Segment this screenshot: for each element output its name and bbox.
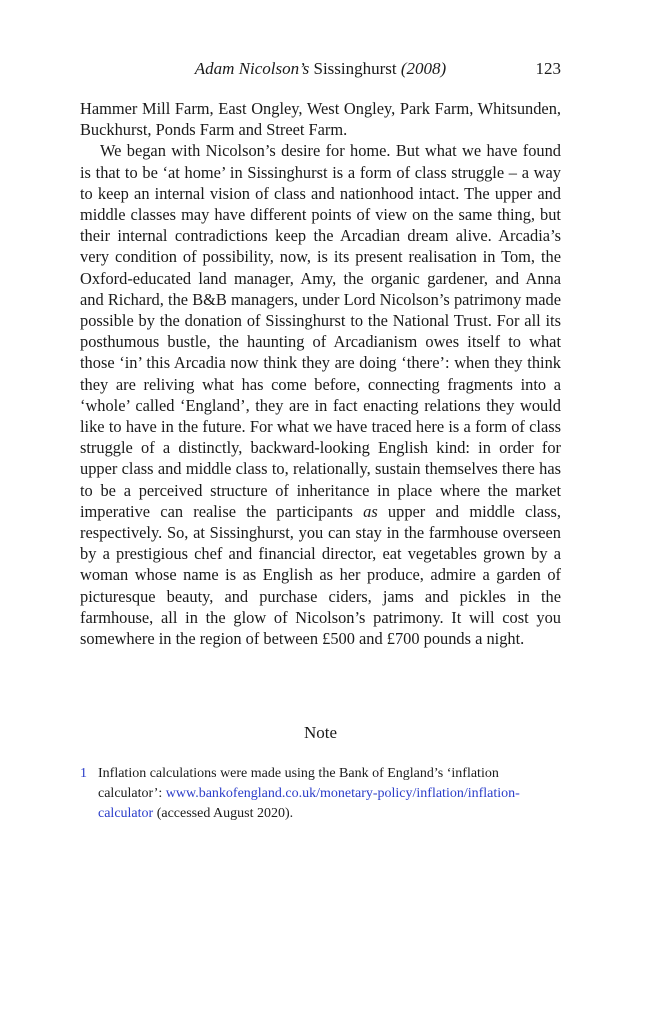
paragraph-1: Hammer Mill Farm, East Ongley, West Ongley, Park Farm, Whitsunden, Buckhurst, Ponds Farm and Street Farm. — [80, 99, 561, 140]
note-number[interactable]: 1 — [80, 766, 87, 781]
note-heading: Note — [303, 723, 338, 742]
paragraph-2-italic: as — [363, 501, 378, 521]
running-header — [80, 57, 561, 81]
note-item — [80, 764, 561, 824]
paragraph-2-part-1: We began with Nicolson’s desire for home. But what we have found is that to be ‘at home’ in Sissinghurst is a form of class struggle – a way to keep an internal vision of class and nationhood intact. The upper and middle classes may have different points of view on the same thing, but their internal contradictions keep the Arcadian dream alive. Arcadia’s very condition of possibility, now, is its present realisation in Tom, the Oxford-educated land manager, Amy, the organic gardener, and Anna and Richard, the B&B managers, under Lord Nicolson’s patrimony made possible by the donation of Sissinghurst to the National Trust. For all its posthumous bustle, the haunting of Arcadianism owes itself to what those ‘in’ this Arcadia now think they are doing ‘there’: when they think they are reliving what has come before, connecting fragments into a ‘whole’ called ‘England’, they are in fact enacting relations they would like to have in the future. For what we have traced here is a form of class struggle of a distinctly, backward-looking English kind: in order for upper class and middle class to, relationally, sustain themselves there has to be a perceived structure of inheritance in place where the market imperative can realise the participants — [80, 141, 561, 521]
running-title-author: Adam Nicolson’s — [194, 59, 310, 78]
note-text-end: (accessed August 2020). — [153, 806, 294, 821]
note-url-link[interactable]: www.bankofengland.co.uk/monetary-policy/inflation/inflation-calculator — [98, 786, 520, 821]
body-text — [80, 98, 561, 649]
paragraph-2-part-2: upper and middle class, respectively. So, at Sissinghurst, you can stay in the farmhouse overseen by a prestigious chef and financial director, eat vegetables grown by a woman whose name is as English as her produce, admire a garden of picturesque beauty, and purchase ciders, jams and pickles in the farmhouse, all in the glow of Nicolson’s patrimony. It will cost you somewhere in the region of between £500 and £700 pounds a night. — [80, 501, 561, 649]
running-title-year: (2008) — [400, 59, 447, 78]
paragraph-2 — [80, 140, 561, 649]
page-number: 123 — [535, 59, 561, 78]
note-text: Inflation calculations were made using the Bank of England’s ‘inflation calculator’: — [98, 766, 499, 801]
running-title — [80, 57, 561, 81]
notes-list — [80, 764, 561, 824]
running-title-work: Sissinghurst — [313, 59, 397, 78]
